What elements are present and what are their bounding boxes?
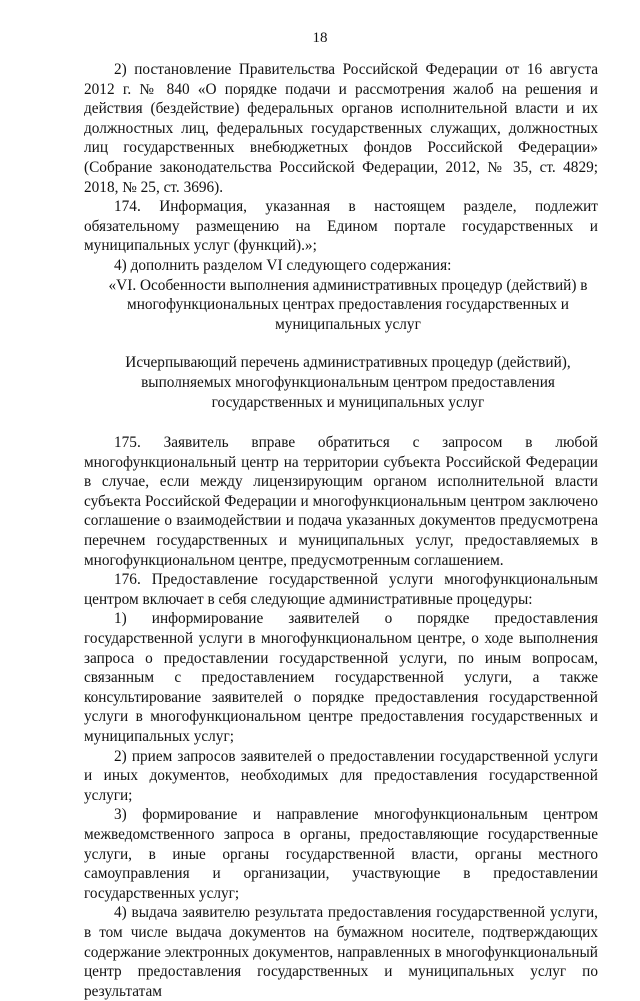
paragraph-176: 176. Предоставление государственной услуги многофункциональным центром включает в себя следующие административные процедуры: xyxy=(84,571,598,608)
subsection-heading: Исчерпывающий перечень административных процедур (действий), выполняемых многофункциональным центром предоставления государственных и муниципальных услуг xyxy=(125,354,571,411)
list-item-4: 4) выдача заявителю результата предоставления государственной услуги, в том числе выдача документов на бумажном носителе, подтверждающих содержание электронных документов, направленных в многофункциональный центр предоставления государственных и муниципальных услуг по результатам xyxy=(84,904,598,1000)
spacer xyxy=(84,412,598,433)
paragraph-174: 174. Информация, указанная в настоящем разделе, подлежит обязательному размещению на Едином портале государственных и муниципальных услуг (функций).»; xyxy=(84,198,598,255)
section-heading: «VI. Особенности выполнения административных процедур (действий) в многофункциональных центрах предоставления государственных и муниципальных услуг xyxy=(108,276,588,333)
spacer xyxy=(84,334,598,353)
list-item-1: 1) информирование заявителей о порядке предоставления государственной услуги в многофункциональном центре, о ходе выполнения запроса о предоставлении государственной услуги, по иным вопросам, связанным с предоставлением государственной услуги, а также консультирование заявителей о порядке предоставления государственной услуги в многофункциональном центре предоставления государственных и муниципальных услуг; xyxy=(84,610,598,745)
paragraph-amendment-4: 4) дополнить разделом VI следующего содержания: xyxy=(114,256,452,274)
paragraph-item-2: 2) постановление Правительства Российской Федерации от 16 августа 2012 г. № 840 «О порядке подачи и рассмотрения жалоб на решения и действия (бездействие) федеральных органов исполнительной власти и их должностных лиц, федеральных государственных служащих, должностных лиц государственных внебюджетных фондов Российской Федерации» (Собрание законодательства Российской Федерации, 2012, № 35, ст. 4829; 2018, № 25, ст. 3696). xyxy=(84,61,598,196)
list-item-2: 2) прием запросов заявителей о предоставлении государственной услуги и иных документов, необходимых для предоставления государственной услуги; xyxy=(84,747,598,804)
list-item-3: 3) формирование и направление многофункциональным центром межведомственного запроса в органы, предоставляющие государственные услуги, в иные органы государственной власти, органы местного самоуправления и организации, участвующие в предоставлении государственных услуг; xyxy=(84,806,598,902)
document-body xyxy=(84,60,598,1001)
paragraph-175: 175. Заявитель вправе обратиться с запросом в любой многофункциональный центр на территории субъекта Российской Федерации в случае, если между лицензирующим органом исполнительной власти субъекта Российской Федерации и многофункциональным центром заключено соглашение о взаимодействии и подача указанных документов предусмотрена перечнем государственных и муниципальных услуг, предоставляемых в многофункциональном центре, предусмотренным соглашением. xyxy=(84,434,598,569)
page-number: 18 xyxy=(312,30,328,46)
